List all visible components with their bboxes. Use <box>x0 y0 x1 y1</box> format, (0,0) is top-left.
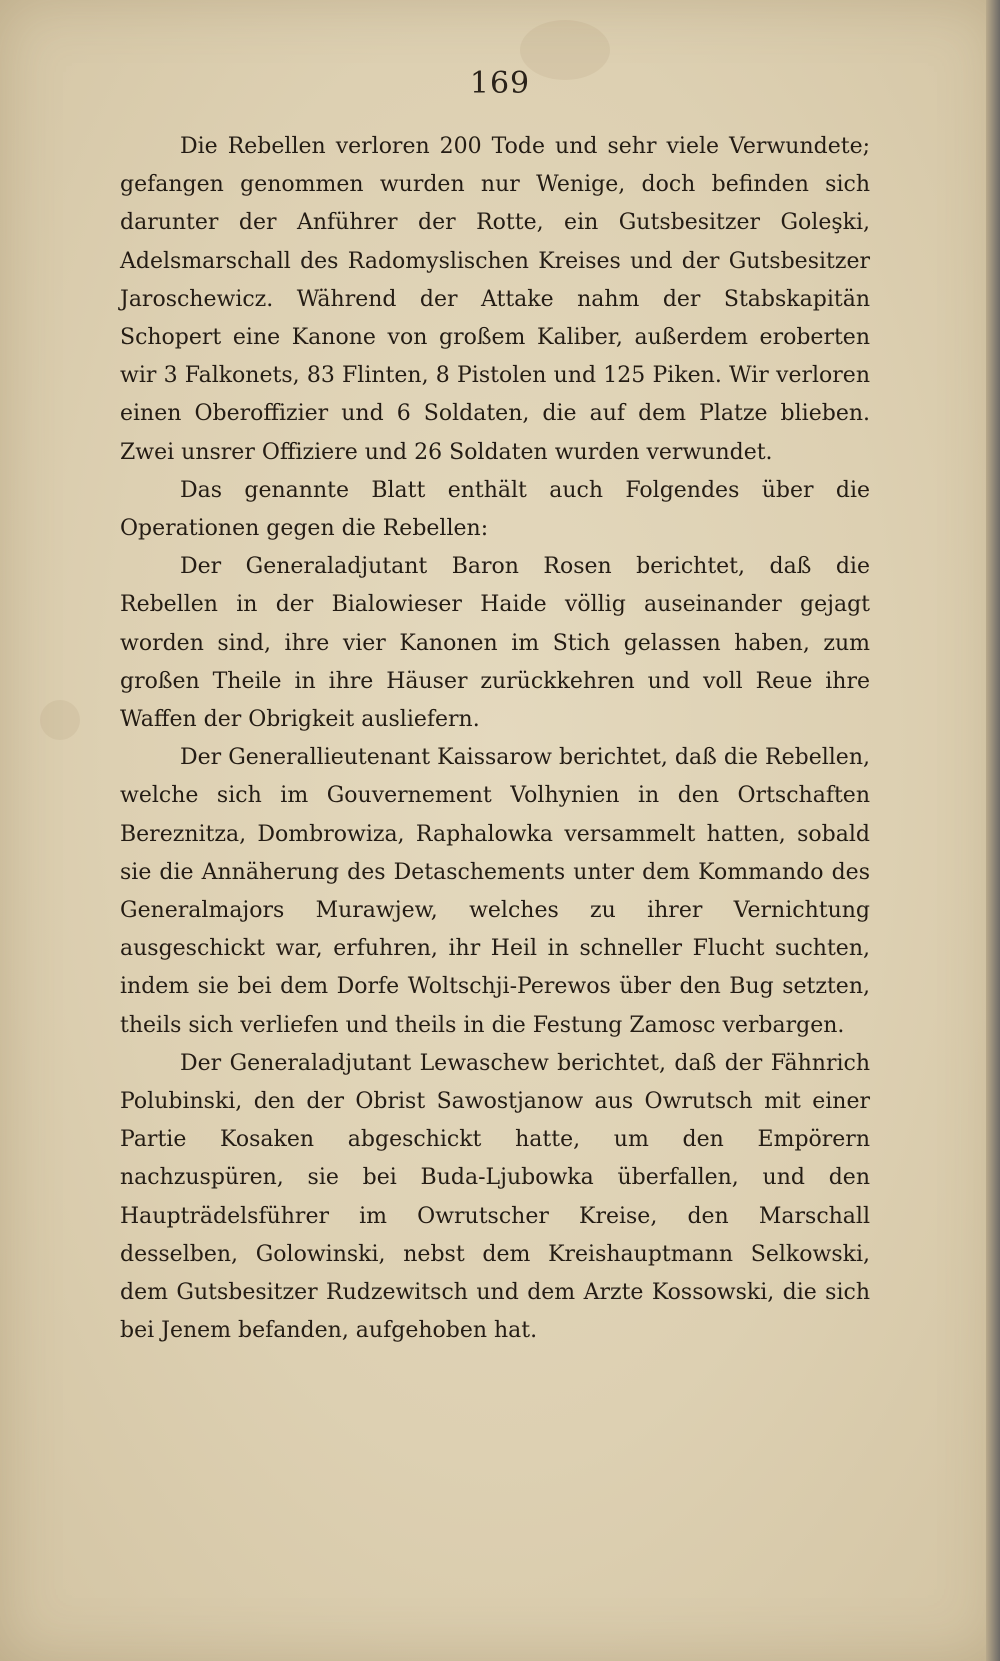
paragraph-rosen-report: Der Generaladjutant Baron Rosen berichtet, daß die Rebellen in der Bialowieser Haide völlig auseinander gejagt worden sind, ihre vier Kanonen im Stich gelassen haben, zum großen Theile in ihre Häuser zurückkehren und voll Reue ihre Waffen der Obrigkeit ausliefern. <box>120 554 870 733</box>
paper-stain <box>40 700 80 740</box>
paragraph-rebel-losses: Die Rebellen verloren 200 Tode und sehr viele Verwundete; gefangen genommen wurden nur Wenige, doch befinden sich darunter der Anführer der Rotte, ein Gutsbesitzer Goleşki, Adelsmarschall des Radomyslischen Kreises und der Gutsbesitzer Jaroschewicz. Während der Attake nahm der Stabskapitän Schopert eine Kanone von großem Kaliber, außerdem eroberten wir 3 Falkonets, 83 Flinten, 8 Pistolen und 125 Piken. Wir verloren einen Oberoffizier und 6 Soldaten, die auf dem Platze blieben. Zwei unsrer Offiziere und 26 Soldaten wurden verwundet. <box>120 134 870 465</box>
paragraph-lewaschew-report: Der Generaladjutant Lewaschew berichtet, daß der Fähnrich Polubinski, den der Obrist Sawostjanow aus Owrutsch mit einer Partie Kosaken abgeschickt hatte, um den Empörern nachzuspüren, sie bei Buda-Ljubowka überfallen, und den Haupträdelsführer im Owrutscher Kreise, den Marschall desselben, Golowinski, nebst dem Kreishauptmann Selkowski, dem Gutsbesitzer Rudzewitsch und dem Arzte Kossowski, die sich bei Jenem befanden, aufgehoben hat. <box>120 1050 870 1344</box>
body-text <box>120 128 870 1351</box>
paragraph-operations-intro: Das genannte Blatt enthält auch Folgendes über die Operationen gegen die Rebellen: <box>120 477 870 542</box>
page-edge <box>986 0 1000 1661</box>
paragraph-kaissarow-report: Der Generallieutenant Kaissarow berichtet, daß die Rebellen, welche sich im Gouvernement Volhynien in den Ortschaften Bereznitza, Dombrowiza, Raphalowka versammelt hatten, sobald sie die Annäherung des Detaschements unter dem Kommando des Generalmajors Murawjew, welches zu ihrer Vernichtung ausgeschickt war, erfuhren, ihr Heil in schneller Flucht suchten, indem sie bei dem Dorfe Woltschji-Perewos über den Bug setzten, theils sich verliefen und theils in die Festung Zamosc verbargen. <box>120 745 870 1038</box>
page-number: 169 <box>469 66 531 101</box>
